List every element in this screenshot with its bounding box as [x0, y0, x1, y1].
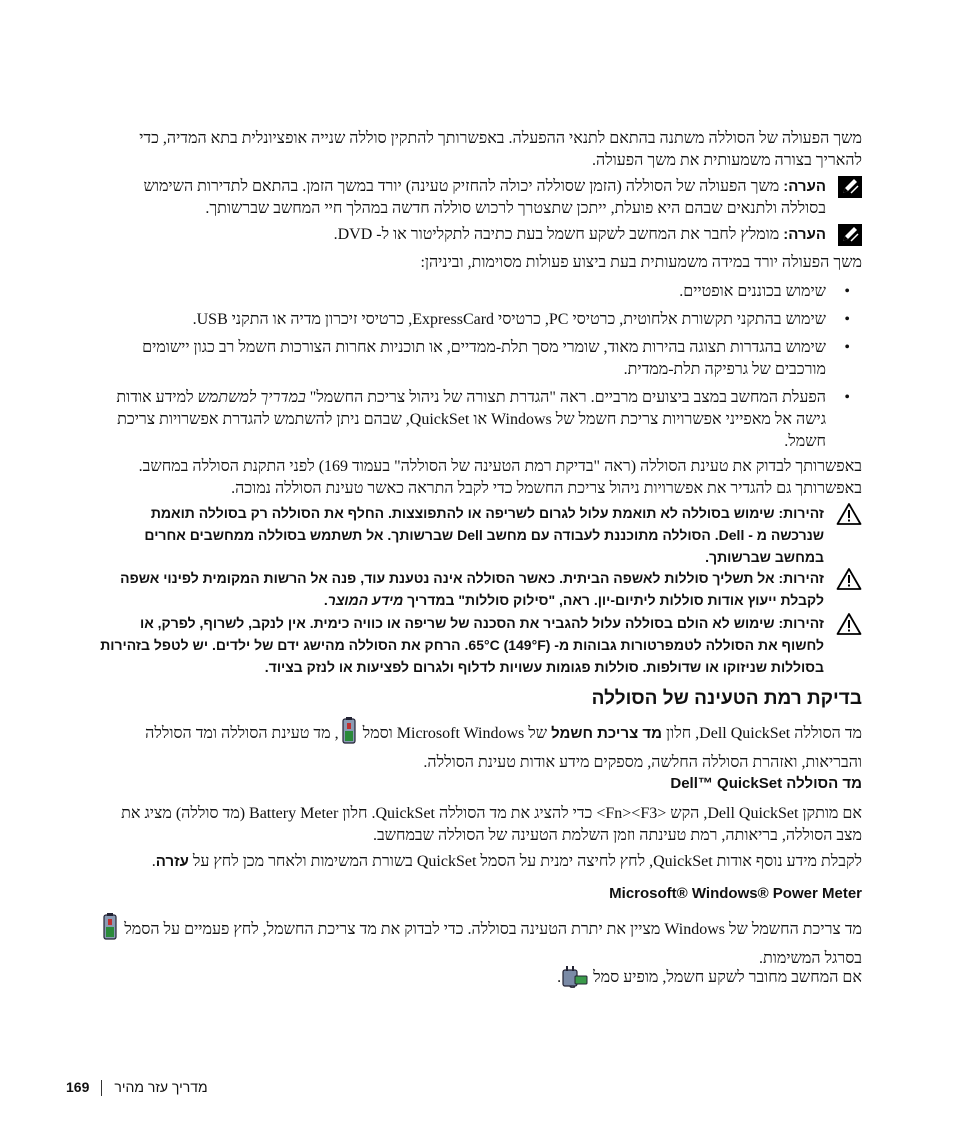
- note-label: הערה:: [783, 226, 826, 243]
- battery-icon: [339, 717, 359, 752]
- list-item: • שימוש בהגדרות תצוגה בהירות מאוד, שומרי מסך תלת-ממדיים, או תוכניות אחרות הצורכות חשמל רב כגון יישומים מורכבים של גרפיקה תלת-ממדית.: [100, 337, 862, 381]
- page-footer: [66, 1079, 236, 1096]
- battery-icon: [100, 913, 120, 948]
- list-item: • שימוש בהתקני תקשורת אלחוטית, כרטיסי PC, כרטיסי ExpressCard, כרטיסי זיכרון מדיה או התקני USB.: [100, 309, 862, 331]
- note-pencil-icon: [838, 176, 862, 198]
- check-paragraph: באפשרותך לבדוק את טעינת הסוללה (ראה "בדיקת רמת הטעינה של הסוללה" בעמוד 169) לפני התקנת הסוללה במחשב. באפשרותך גם להגדיר את אפשרויות ניהול צריכת החשמל כדי לקבל התראה כאשר טעינת הסוללה נמוכה.: [138, 458, 862, 497]
- list-item: • שימוש בכוננים אופטיים.: [100, 281, 862, 303]
- warning-label: זהירות:: [778, 570, 824, 586]
- reduce-intro: משך הפעולה יורד במידה משמעותית בעת ביצוע פעולות מסוימות, וביניהן:: [420, 254, 862, 271]
- subsection-title-quickset: מד הסוללה Dell™ QuickSet: [670, 775, 862, 792]
- list-item: [100, 387, 862, 453]
- warning-misuse: [100, 612, 862, 678]
- note-text: משך הפעולה של הסוללה (הזמן שסוללה יכולה להחזיק טעינה) יורד במשך הזמן. בהתאם לתדירות השימוש בסוללה ולתנאים שבהם היא פועלת, ייתכן שתצטרך לרכוש סוללה חדשה במהלך חיי המחשב שברשותך.: [143, 178, 826, 217]
- note-pencil-icon: [838, 224, 862, 246]
- warning-incompatible-battery: [100, 502, 862, 568]
- paragraph-text: , מד טעינת הסוללה ומד הסוללה והבריאות, ואזהרת הסוללה החלשה, מספקים מידע אודות טעינת הסוללה.: [145, 725, 862, 771]
- paragraph-text: לקבלת מידע נוסף אודות QuickSet, לחץ לחיצה ימנית על הסמל QuickSet בשורת המשימות ולאחר מכן לחץ על: [188, 853, 862, 870]
- quickset-help-paragraph: [100, 851, 862, 873]
- section-paragraph: [100, 717, 862, 774]
- section-title: בדיקת רמת הטעינה של הסוללה: [591, 688, 862, 709]
- warning-text: שימוש בסוללה לא תואמת עלול לגרום לשריפה או להתפוצצות. החלף את הסוללה רק בסוללה תואמת שנרכשה מ - Dell. הסוללה מתוכננת לעבודה עם מחשב Dell שברשותך. אל תשתמש בסוללה ממחשבים אחרים במחשב שברשותך.: [144, 505, 824, 565]
- warning-text: שימוש לא הולם בסוללה עלול להגביר את הסכנה של שריפה או כוויה כימית. אין לנקב, לשרוף, לפרק, או לחשוף את הסוללה לטמפרטורות גבוהות מ- 65°C (149°F). הרחק את הסוללה מהישג ידם של ילדים. יש לטפל בזהירות בסוללות שניזוקו או שדולפות. סוללות פגומות עשויות לדלוף ולגרום לפציעות או לנזק בציוד.: [100, 615, 824, 675]
- guide-reference: מידע המוצר: [327, 592, 404, 608]
- note-dvd: [100, 224, 862, 246]
- intro-paragraph: משך הפעולה של הסוללה משתנה בהתאם לתנאי ההפעלה. באפשרותך להתקין סוללה שנייה אופציונלית בתא המדיה, כדי להאריך בצורה משמעותית את משך הפעולה.: [139, 130, 862, 169]
- paragraph-text: .: [151, 853, 156, 870]
- footer-title: מדריך עזר מהיר: [114, 1079, 208, 1095]
- warning-label: זהירות:: [778, 615, 824, 631]
- quickset-paragraph: אם מותקן Dell QuickSet, הקש <Fn><F3> כדי להציג את מד הסוללה QuickSet. חלון Battery Meter (מד סוללה) מציג את מצב הסוללה, בריאותה, רמת טעינתה וזמן השלמת הטעינה של הסוללה שבמחשב.: [121, 805, 862, 844]
- battery-drain-list: [100, 281, 862, 459]
- paragraph-text: אם המחשב מחובר לשקע חשמל, מופיע סמל: [589, 969, 862, 987]
- paragraph-text: מד צריכת החשמל של Windows מציין את יתרת הטעינה בסוללה. כדי לבדוק את מד צריכת החשמל, לחץ פעמיים על הסמל: [120, 921, 862, 939]
- note-text: מומלץ לחבר את המחשב לשקע חשמל בעת כתיבה לתקליטור או ל- DVD.: [333, 226, 784, 243]
- warning-text: .: [323, 592, 328, 608]
- paragraph-text: .: [557, 969, 562, 987]
- list-item-text: למידע אודות גישה אל מאפייני אפשרויות צריכת חשמל של Windows או QuickSet, שבהם ניתן להשתמש להגדרת אפשרויות צריכת חשמל.: [116, 389, 826, 450]
- warning-triangle-icon: [836, 567, 862, 591]
- paragraph-text: של Microsoft Windows וסמל: [358, 725, 552, 743]
- warning-label: זהירות:: [778, 505, 824, 521]
- note-label: הערה:: [783, 178, 826, 195]
- paragraph-text: בסרגל המשימות.: [759, 950, 862, 967]
- warning-disposal: [100, 567, 862, 611]
- subsection-title-power-meter: Microsoft® Windows® Power Meter: [609, 885, 862, 902]
- help-term: עזרה: [155, 853, 189, 870]
- power-meter-term: מד צריכת חשמל: [551, 725, 663, 743]
- warning-triangle-icon: [836, 502, 862, 526]
- ac-icon-paragraph: [100, 962, 862, 995]
- guide-reference: במדריך למשתמש: [197, 389, 306, 406]
- paragraph-text: מד הסוללה Dell QuickSet, חלון: [662, 725, 862, 743]
- page-number: 169: [66, 1079, 90, 1095]
- warning-triangle-icon: [836, 612, 862, 636]
- note-battery-life: [100, 176, 862, 220]
- list-item-text: הפעלת המחשב במצב ביצועים מרביים. ראה "הגדרת תצורה של ניהול צריכת החשמל": [305, 389, 826, 406]
- ac-plug-icon: [561, 962, 589, 995]
- footer-divider: [101, 1080, 102, 1096]
- warning-text: אל תשליך סוללות לאשפה הביתית. כאשר הסוללה אינה נטענת עוד, פנה אל הרשות המקומית לפינוי אשפה לקבלת ייעוץ אודות סוללות ליתיום-יון. ראה, "סילוק סוללות" במדריך: [120, 570, 824, 608]
